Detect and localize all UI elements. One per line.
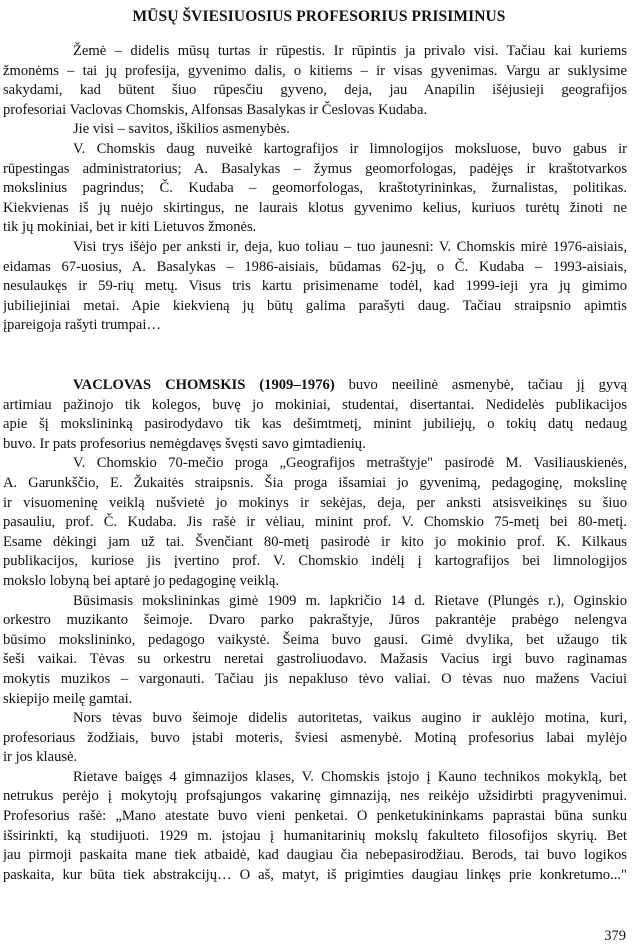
text-line: Visi trys išėjo per anksti ir, deja, kuo toliau – tuo jaunesni: V. Chomskis mirė 1976-aisiais, xyxy=(73,238,627,255)
text-line: rūpestingas administratorius; A. Basalykas – žymus geomorfologas, padėjęs ir kraštotvarkos xyxy=(3,160,627,177)
text-line: Kiekvienas iš jų nuėjo skirtingus, ne laurais klotus gyvenimo kelius, kuriuos turėtų žinoti ne xyxy=(3,199,627,216)
text-line: skiepijo meilę gamtai. xyxy=(3,690,133,707)
page-number: 379 xyxy=(604,928,626,944)
text-line: pasauliu, prof. Č. Kudaba. Jis rašė ir vėliau, minint prof. V. Chomskio 75-metį bei 80-metį. xyxy=(3,514,627,531)
text-line: mokytis muzikos – vargonauti. Tačiau jis nepakluso tėvo valiai. O tėvas nuo mažens Vaciui xyxy=(3,670,627,687)
text-line: būsimo mokslininko, pedagogo vaikystė. Šeima buvo gausi. Gimė dvylika, bet užaugo tik xyxy=(3,631,627,648)
text-line: Esame dėkingi jam už tai. Švenčiant 80-metį pasirodė ir kito jo mokinio prof. K. Kilkaus xyxy=(3,533,627,550)
text-line: V. Chomskio 70-mečio proga „Geografijos metraštyje" pasirodė M. Vasiliauskienės, xyxy=(73,455,627,472)
page-title: MŪSŲ ŠVIESIUOSIUS PROFESORIUS PRISIMINUS xyxy=(132,8,506,25)
text-line: ir visuomeninę veiklą nušvietė jo mokinys ir sekėjas, deja, per anksti atsisveikinęs su šiuo xyxy=(3,494,627,511)
text-line: jau pirmoji paskaita mane tiek atbaidė, kad daugiau čia nebepasirodžiau. Berods, tai buvo logikos xyxy=(3,847,627,864)
text-line: įpareigoja rašyti trumpai… xyxy=(3,317,162,334)
text-line: profesoriai Vaclovas Chomskis, Alfonsas Basalykas ir Česlovas Kudaba. xyxy=(3,101,428,118)
text-line: ir jos klausė. xyxy=(3,749,78,766)
text-line: išsirinkti, ką studijuoti. 1929 m. įstojau į humanitarinių mokslų fakulteto filosofijos skyrių. Bet xyxy=(3,827,627,844)
text-line: orkestro muzikanto šeimoje. Dvaro parko pakraštyje, Jūros pakrantėje prabėgo nelengva xyxy=(3,612,627,629)
text-line: Rietave baigęs 4 gimnazijos klases, V. Chomskis įstojo į Kauno technikos mokyklą, bet xyxy=(73,768,627,785)
text-line: tik jų mokiniai, bet ir kiti Lietuvos žmonės. xyxy=(3,219,257,236)
text-line: profesoriaus žodžiais, buvo įstabi moteris, šviesi asmenybė. Motiną profesorius labai mylėjo xyxy=(3,729,627,746)
text-line: V. Chomskis daug nuveikė kartografijos ir limnologijos moksluose, buvo gabus ir xyxy=(73,140,627,157)
section-lead-text: buvo neeilinė asmenybė, tačiau jį gyvą xyxy=(334,377,627,393)
text-line: sakydami, kad būtent šiuo rūpesčiu gyveno, deja, jau Anapilin išėjusieji geografijos xyxy=(3,82,627,99)
text-line: Jie visi – savitos, iškilios asmenybės. xyxy=(73,121,290,138)
text-line: publikacijos, kuriose jis įvertino prof. V. Chomskio indėlį į kartografijos bei limnologijos xyxy=(3,553,627,570)
text-line: mokslo lobyną bei aptarė jo pedagoginę veiklą. xyxy=(3,572,279,589)
intro-text xyxy=(3,42,627,336)
text-line: eidamas 67-uosius, A. Basalykas – 1986-aisiais, būdamas 62-jų, o Č. Kudaba – 1993-aisiais, xyxy=(3,258,627,275)
text-line: netrukus perėjo į mokytojų profsąjungos vakarinę gimnaziją, nes reikėjo užsidirbti pragyvenimui. xyxy=(3,788,627,805)
text-line: Žemė – didelis mūsų turtas ir rūpestis. Ir rūpintis ja privalo visi. Tačiau kai kuriems xyxy=(73,43,627,59)
text-line: nesulaukęs ir 59-rių metų. Visus tris kartu prisimename todėl, kad 1999-ieji yra jų gimimo xyxy=(3,278,627,295)
text-line: artimiau pažinojo tik kolegos, buvę jo mokiniai, studentai, disertantai. Nedidelės publikacijos xyxy=(3,396,627,413)
text-line: šeši vaikai. Tėvas su orkestru neretai gastroliuodavo. Mažasis Vacius irgi buvo raginamas xyxy=(3,651,627,668)
text-line: mokslinius pagrindus; Č. Kudaba – geomorfologas, kraštotyrininkas, žurnalistas, politikas. xyxy=(3,180,627,197)
section-lead-line xyxy=(3,376,627,396)
text-line: Būsimasis mokslininkas gimė 1909 m. lapkričio 14 d. Rietave (Plungės r.), Oginskio xyxy=(73,592,627,609)
text-line: A. Garunkščio, E. Žukaitės straipsnis. Šia proga išsamiai jo gyvenimą, pedagoginę, mokslinę xyxy=(3,474,627,491)
text-line: žmonėms – tai jų profesija, gyvenimo dalis, o kitiems – ir visas gyvenimas. Vargu ar suklysime xyxy=(3,62,627,79)
text-line: Profesorius rašė: „Mano atestate buvo vieni penketai. O penketukininkams paprastai būna sunku xyxy=(3,808,627,825)
text-line: jubiliejiniai metai. Apie kiekvieną jų būtų galima parašyti daug. Tačiau straipsnio apimtis xyxy=(3,297,627,314)
text-line: paskaita, kur būta tiek abstrakcijų… O aš, matyt, iš prigimties daugiau linkęs prie konkretumo..." xyxy=(3,866,627,883)
section-heading: VACLOVAS CHOMSKIS (1909–1976) xyxy=(73,377,335,393)
text-line: buvo. Ir pats profesorius nemėgdavęs švęsti savo gimtadienių. xyxy=(3,435,366,452)
text-line: apie šį mokslininką pasirodydavo tik kas dešimtmetį, minint jubiliejų, o tokių datų nedaug xyxy=(3,416,627,433)
text-line: Nors tėvas buvo šeimoje didelis autoritetas, vaikus augino ir auklėjo motina, kuri, xyxy=(73,710,627,727)
chomskis-section xyxy=(3,376,627,885)
